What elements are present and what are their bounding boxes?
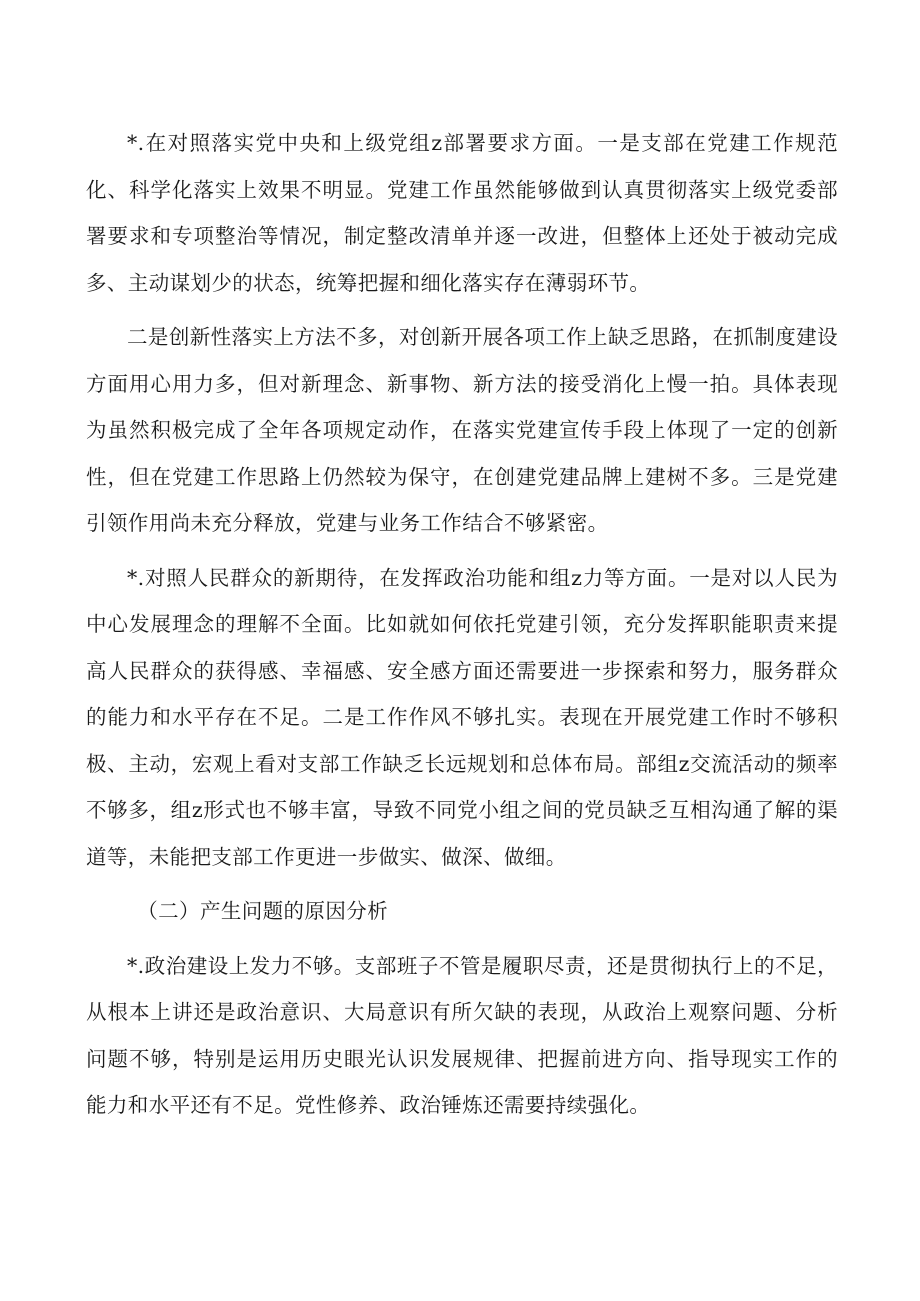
paragraph-4: *.政治建设上发力不够。支部班子不管是履职尽责，还是贯彻执行上的不足，从根本上讲还是政治意识、大局意识有所欠缺的表现，从政治上观察问题、分析问题不够，特别是运用历史眼光认识发展规律、把握前进方向、指导现实工作的能力和水平还有不足。党性修养、政治锤炼还需要持续强化。 (86, 953, 838, 1117)
paragraph-2: 二是创新性落实上方法不多，对创新开展各项工作上缺乏思路，在抓制度建设方面用心用力多，但对新理念、新事物、新方法的接受消化上慢一拍。具体表现为虽然积极完成了全年各项规定动作，在落实党建宣传手段上体现了一定的创新性，但在党建工作思路上仍然较为保守，在创建党建品牌上建树不多。三是党建引领作用尚未充分释放，党建与业务工作结合不够紧密。 (86, 325, 838, 535)
paragraph-1: *.在对照落实党中央和上级党组z部署要求方面。一是支部在党建工作规范化、科学化落实上效果不明显。党建工作虽然能够做到认真贯彻落实上级党委部署要求和专项整治等情况，制定整改清单并逐一改进，但整体上还处于被动完成多、主动谋划少的状态，统筹把握和细化落实存在薄弱环节。 (86, 131, 838, 295)
section-heading: （二）产生问题的原因分析 (137, 899, 389, 923)
document-body (86, 120, 838, 1137)
paragraph-3: *.对照人民群众的新期待，在发挥政治功能和组z力等方面。一是对以人民为中心发展理念的理解不全面。比如就如何依托党建引领，充分发挥职能职责来提高人民群众的获得感、幸福感、安全感方面还需要进一步探索和努力，服务群众的能力和水平存在不足。二是工作作风不够扎实。表现在开展党建工作时不够积极、主动，宏观上看对支部工作缺乏长远规划和总体布局。部组z交流活动的频率不够多，组z形式也不够丰富，导致不同党小组之间的党员缺乏互相沟通了解的渠道等，未能把支部工作更进一步做实、做深、做细。 (86, 565, 838, 869)
